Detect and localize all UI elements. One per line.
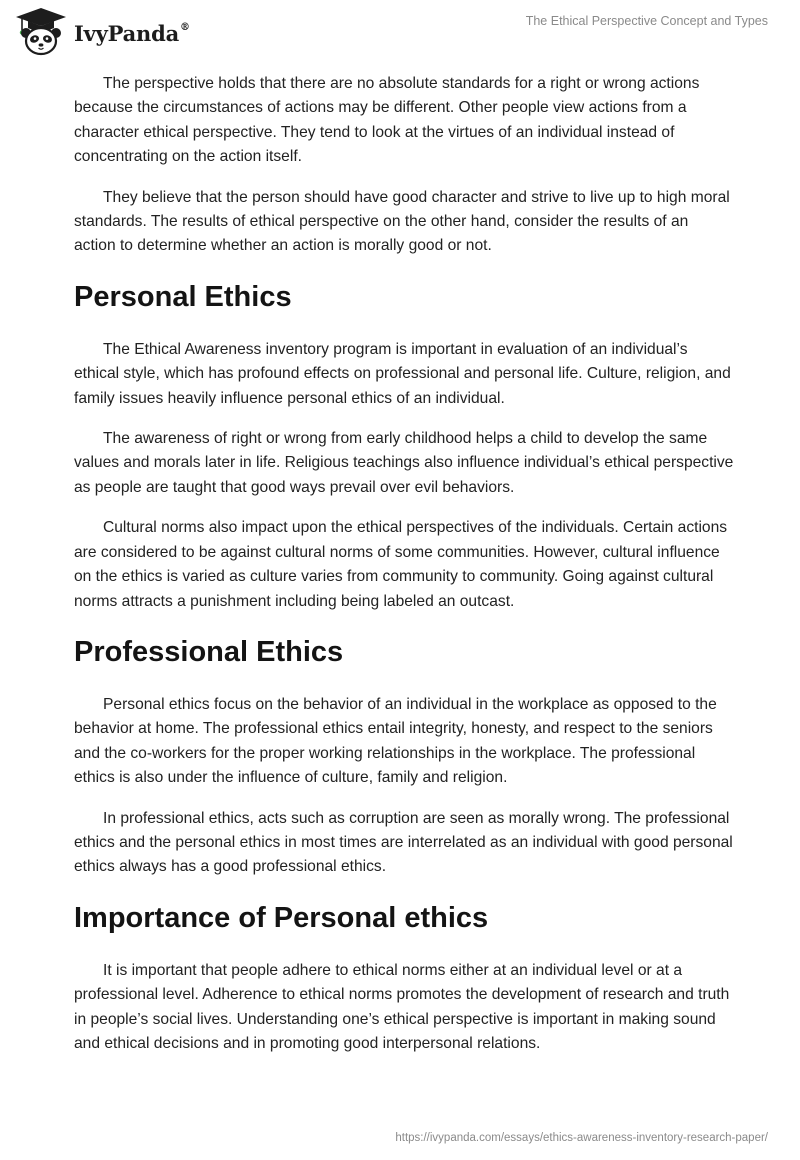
- personal-ethics-paragraph-2: The awareness of right or wrong from early childhood helps a child to develop the same values and morals later in life. Religious teachings also influence individual’s ethical perspective as people are taught that good ways prevail over evil behaviors.: [74, 430, 734, 496]
- panda-graduate-icon: [14, 6, 68, 56]
- registered-mark: ®: [180, 21, 190, 33]
- document-title: The Ethical Perspective Concept and Types: [525, 14, 768, 28]
- article-body: [74, 72, 734, 1072]
- intro-paragraph-2: They believe that the person should have good character and strive to live up to high moral standards. The results of ethical perspective on the other hand, consider the results of an action to determine whether an action is morally good or not.: [74, 188, 730, 255]
- section-heading-personal-ethics: Personal Ethics: [74, 280, 292, 313]
- section-heading-importance-of-personal-ethics: Importance of Personal ethics: [74, 901, 489, 934]
- ivypanda-logo[interactable]: [14, 6, 190, 56]
- personal-ethics-paragraph-1: The Ethical Awareness inventory program is important in evaluation of an individual’s ethical style, which has profound effects on professional and personal life. Culture, religion, and family issues heavily influence personal ethics of an individual.: [74, 340, 731, 407]
- personal-ethics-paragraph-3: Cultural norms also impact upon the ethical perspectives of the individuals. Certain actions are considered to be against cultural norms of some communities. However, cultural influence on the ethics is varied as culture varies from community to community. Going against cultural norms attracts a punishment including being labeled an outcast.: [74, 519, 728, 610]
- brand-name: IvyPanda®: [74, 20, 190, 46]
- professional-ethics-paragraph-1: Personal ethics focus on the behavior of an individual in the workplace as opposed to the behavior at home. The professional ethics entail integrity, honesty, and respect to the seniors and the co-workers for the proper working relationships in the workplace. The professional ethics is also under the influence of culture, family and religion.: [74, 695, 717, 787]
- section-heading-professional-ethics: Professional Ethics: [74, 635, 344, 668]
- importance-paragraph-1: It is important that people adhere to ethical norms either at an individual level or at a professional level. Adherence to ethical norms promotes the development of research and truth in people’s social lives. Understanding one’s ethical perspective is important in making sound and ethical decisions and in promoting good interpersonal relations.: [74, 961, 730, 1052]
- page-header: [0, 0, 800, 62]
- professional-ethics-paragraph-2: In professional ethics, acts such as corruption are seen as morally wrong. The professional ethics and the personal ethics in most times are interrelated as an individual with good personal ethics always has a good professional ethics.: [74, 809, 733, 876]
- intro-paragraph-1: The perspective holds that there are no absolute standards for a right or wrong actions because the circumstances of actions may be different. Other people view actions from a character ethical perspective. They tend to look at the virtues of an individual instead of concentrating on the action itself.: [74, 75, 700, 166]
- source-url[interactable]: https://ivypanda.com/essays/ethics-awareness-inventory-research-paper/: [395, 1132, 768, 1144]
